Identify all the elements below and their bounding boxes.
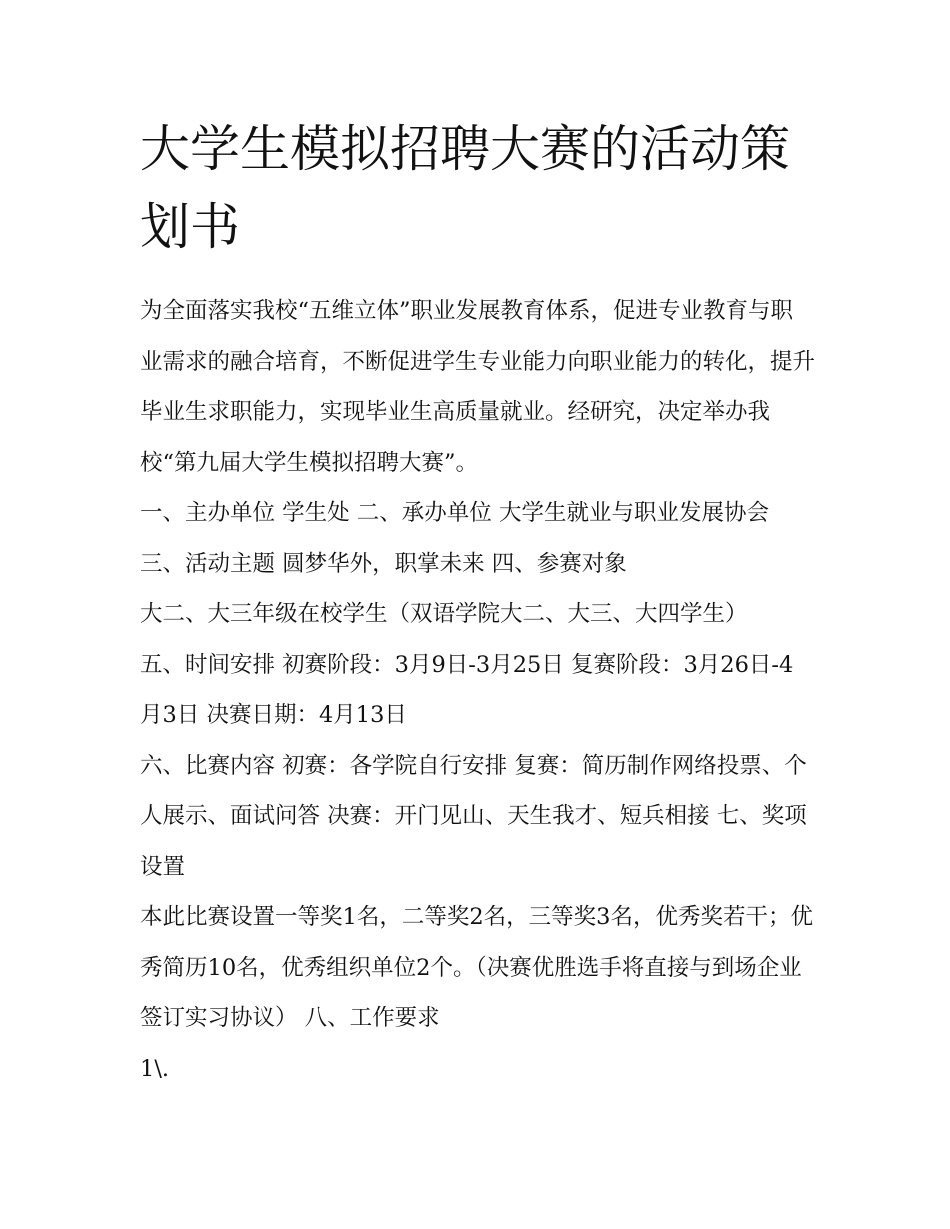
paragraph-participants: 大二、大三年级在校学生（双语学院大二、大三、大四学生） xyxy=(140,601,748,627)
paragraph-schedule: 五、时间安排 初赛阶段：3月9日-3月25日 复赛阶段：3月26日-4月3日 决赛日期：4月13日 xyxy=(140,651,794,728)
paragraph-intro: 为全面落实我校“五维立体”职业发展教育体系，促进专业教育与职业需求的融合培育，不断促进学生专业能力向职业能力的转化，提升毕业生求职能力，实现毕业生高质量就业。经研究，决定举办我校“第九届大学生模拟招聘大赛”。 xyxy=(140,298,816,476)
document-page xyxy=(140,110,815,1094)
paragraph-awards: 本此比赛设置一等奖1名，二等奖2名，三等奖3名，优秀奖若干；优秀简历10名，优秀组织单位2个。（决赛优胜选手将直接与到场企业签订实习协议） 八、工作要求 xyxy=(140,904,813,1031)
paragraph-organizers: 一、主办单位 学生处 二、承办单位 大学生就业与职业发展协会 三、活动主题 圆梦华外，职掌未来 四、参赛对象 xyxy=(140,500,769,577)
paragraph-requirements-item: 1\. xyxy=(140,1055,170,1082)
document-title: 大学生模拟招聘大赛的活动策划书 xyxy=(140,120,790,256)
paragraph-content: 六、比赛内容 初赛：各学院自行安排 复赛：简历制作网络投票、个人展示、面试问答 决赛：开门见山、天生我才、短兵相接 七、奖项设置 xyxy=(140,752,807,880)
